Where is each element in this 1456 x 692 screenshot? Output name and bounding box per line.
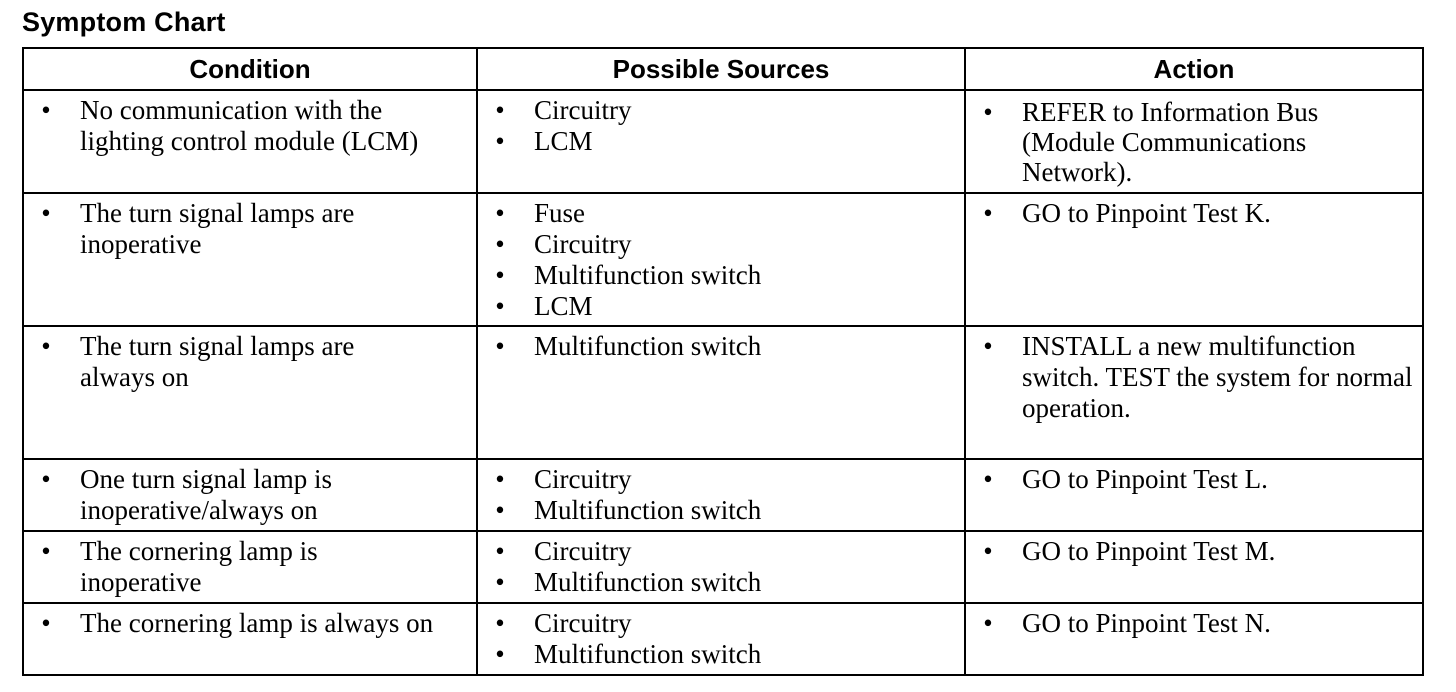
action-cell	[965, 603, 1423, 675]
table-row	[23, 193, 1423, 326]
condition-item: • No communication with the lighting control module (LCM)	[24, 95, 446, 157]
bullet-icon: •	[495, 260, 505, 290]
source-item: • LCM	[478, 291, 956, 322]
bullet-icon: •	[983, 536, 993, 566]
symptom-table	[22, 47, 1424, 676]
bullet-icon: •	[983, 464, 993, 494]
bullet-icon: •	[983, 331, 993, 361]
condition-item: • The cornering lamp is inoperative	[24, 536, 396, 598]
table-row	[23, 531, 1423, 603]
table-row	[23, 90, 1423, 193]
source-item: • Circuitry	[478, 229, 956, 260]
source-item: • Multifunction switch	[478, 639, 956, 670]
source-item: • Circuitry	[478, 464, 956, 495]
table-row	[23, 603, 1423, 675]
bullet-icon: •	[495, 291, 505, 321]
chart-title: Symptom Chart	[22, 7, 226, 37]
sources-cell	[477, 193, 965, 326]
action-item: • GO to Pinpoint Test M.	[966, 536, 1414, 567]
condition-item: • The cornering lamp is always on	[24, 608, 476, 639]
bullet-icon: •	[495, 198, 505, 228]
condition-item: • The turn signal lamps are inoperative	[24, 198, 436, 260]
header-row	[23, 48, 1423, 90]
action-cell	[965, 531, 1423, 603]
bullet-icon: •	[495, 536, 505, 566]
condition-item: • One turn signal lamp is inoperative/always on	[24, 464, 416, 526]
bullet-icon: •	[41, 464, 51, 494]
condition-cell	[23, 603, 477, 675]
action-cell	[965, 193, 1423, 326]
action-item: • REFER to Information Bus (Module Communications Network).	[966, 97, 1414, 187]
bullet-icon: •	[41, 608, 51, 638]
source-item: • Circuitry	[478, 95, 956, 126]
source-item: • Multifunction switch	[478, 495, 956, 526]
condition-item: • The turn signal lamps are always on	[24, 331, 436, 393]
bullet-icon: •	[983, 198, 993, 228]
sources-cell	[477, 90, 965, 193]
action-cell	[965, 459, 1423, 531]
bullet-icon: •	[495, 95, 505, 125]
bullet-icon: •	[495, 229, 505, 259]
action-item: • GO to Pinpoint Test K.	[966, 198, 1414, 229]
condition-cell	[23, 193, 477, 326]
bullet-icon: •	[41, 198, 51, 228]
bullet-icon: •	[495, 331, 505, 361]
bullet-icon: •	[41, 331, 51, 361]
bullet-icon: •	[41, 536, 51, 566]
sources-cell	[477, 326, 965, 459]
source-item: • Circuitry	[478, 608, 956, 639]
bullet-icon: •	[983, 97, 993, 127]
table-row	[23, 326, 1423, 459]
bullet-icon: •	[495, 126, 505, 156]
bullet-icon: •	[495, 608, 505, 638]
bullet-icon: •	[495, 495, 505, 525]
action-item: • INSTALL a new multifunction switch. TEST the system for normal operation.	[966, 331, 1414, 424]
sources-cell	[477, 459, 965, 531]
header-possible-sources: Possible Sources	[477, 48, 965, 90]
bullet-icon: •	[495, 464, 505, 494]
source-item: • Circuitry	[478, 536, 956, 567]
header-condition: Condition	[23, 48, 477, 90]
source-item: • Multifunction switch	[478, 331, 956, 362]
action-cell	[965, 90, 1423, 193]
condition-cell	[23, 326, 477, 459]
bullet-icon: •	[983, 608, 993, 638]
header-action: Action	[965, 48, 1423, 90]
source-item: • Multifunction switch	[478, 567, 956, 598]
condition-cell	[23, 459, 477, 531]
bullet-icon: •	[41, 95, 51, 125]
source-item: • LCM	[478, 126, 956, 157]
action-item: • GO to Pinpoint Test L.	[966, 464, 1414, 495]
condition-cell	[23, 90, 477, 193]
action-cell	[965, 326, 1423, 459]
bullet-icon: •	[495, 567, 505, 597]
bullet-icon: •	[495, 639, 505, 669]
sources-cell	[477, 531, 965, 603]
source-item: • Multifunction switch	[478, 260, 956, 291]
source-item: • Fuse	[478, 198, 956, 229]
table-row	[23, 459, 1423, 531]
condition-cell	[23, 531, 477, 603]
action-item: • GO to Pinpoint Test N.	[966, 608, 1414, 639]
sources-cell	[477, 603, 965, 675]
